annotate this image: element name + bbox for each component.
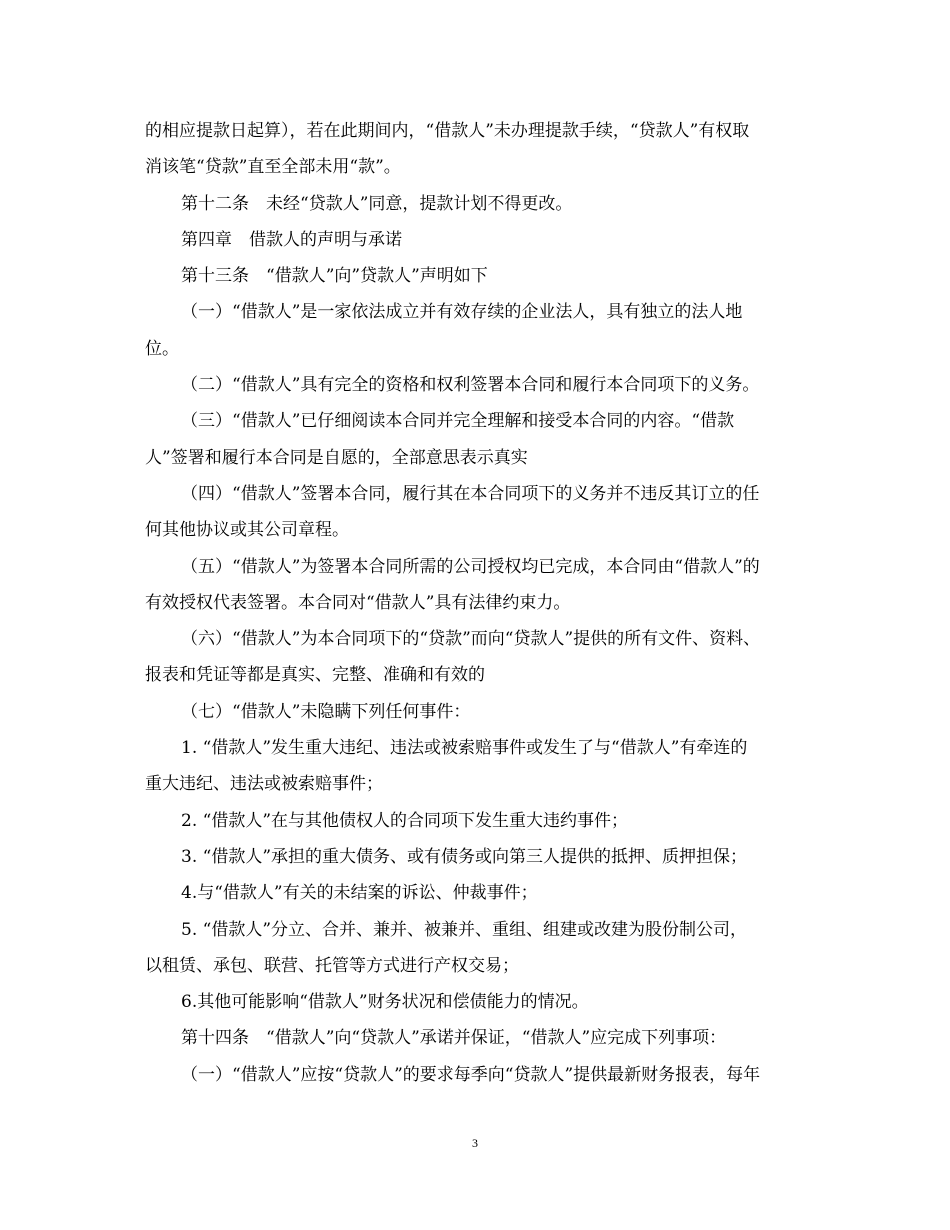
paragraph	[145, 549, 807, 622]
paragraph	[145, 730, 807, 803]
text-line: 以租赁、承包、联营、托管等方式进行产权交易；	[145, 955, 519, 976]
text-line: 6.其他可能影响“借款人”财务状况和偿债能力的情况。	[181, 992, 589, 1013]
paragraph	[145, 367, 807, 403]
text-line: 何其他协议或其公司章程。	[145, 520, 349, 541]
text-line: 5. “借款人”分立、合并、兼并、被兼并、重组、组建或改建为股份制公司，	[181, 919, 748, 940]
paragraph	[145, 839, 807, 875]
page-number: 3	[472, 1136, 478, 1150]
text-line: （四）“借款人”签署本合同，履行其在本合同项下的义务并不违反其订立的任	[181, 483, 760, 504]
text-line: （一）“借款人”应按“贷款人”的要求每季向“贷款人”提供最新财务报表，每年	[181, 1064, 761, 1085]
text-line: 3. “借款人”承担的重大债务、或有债务或向第三人提供的抵押、质押担保；	[181, 846, 748, 867]
paragraph	[145, 875, 807, 911]
paragraph	[145, 222, 807, 258]
text-line: （六）“借款人”为本合同项下的“贷款”而向“贷款人”提供的所有文件、资料、	[181, 629, 761, 650]
paragraph	[145, 912, 807, 985]
text-line: （二）“借款人”具有完全的资格和权利签署本合同和履行本合同项下的义务。	[181, 375, 760, 396]
paragraph	[145, 294, 807, 367]
text-line: 4.与“借款人”有关的未结案的诉讼、仲裁事件；	[181, 883, 538, 904]
paragraph	[145, 1020, 807, 1056]
text-line: 消该笔“贷款”直至全部未用“款”。	[145, 157, 401, 178]
text-line: 第四章 借款人的声明与承诺	[181, 229, 402, 250]
text-line: 1. “借款人”发生重大违纪、违法或被索赔事件或发生了与“借款人”有牵连的	[181, 738, 748, 759]
paragraph	[145, 694, 807, 730]
paragraph	[145, 621, 807, 694]
paragraph	[145, 403, 807, 476]
text-line: （七）“借款人”未隐瞒下列任何事件：	[181, 701, 471, 722]
paragraph	[145, 186, 807, 222]
text-line: 的相应提款日起算），若在此期间内，“借款人”未办理提款手续，“贷款人”有权取	[145, 121, 750, 141]
paragraph	[145, 476, 807, 549]
text-line: （三）“借款人”已仔细阅读本合同并完全理解和接受本合同的内容。“借款	[181, 411, 735, 432]
text-line: 人”签署和履行本合同是自愿的，全部意思表示真实	[145, 447, 528, 468]
paragraph	[145, 1057, 807, 1093]
text-line: 2. “借款人”在与其他债权人的合同项下发生重大违约事件；	[181, 810, 629, 831]
text-line: 第十四条 “借款人”向“贷款人”承诺并保证，“借款人”应完成下列事项：	[181, 1028, 727, 1049]
paragraph	[145, 113, 807, 186]
text-line: 第十三条 “借款人”向”贷款人”声明如下	[181, 266, 488, 287]
text-line: （一）“借款人”是一家依法成立并有效存续的企业法人，具有独立的法人地	[181, 302, 743, 323]
document-body	[145, 113, 807, 1093]
text-line: 第十二条 未经“贷款人”同意，提款计划不得更改。	[181, 193, 573, 214]
paragraph	[145, 984, 807, 1020]
text-line: 报表和凭证等都是真实、完整、准确和有效的	[145, 665, 485, 686]
text-line: （五）“借款人”为签署本合同所需的公司授权均已完成，本合同由“借款人”的	[181, 556, 760, 577]
text-line: 有效授权代表签署。本合同对“借款人”具有法律约束力。	[145, 592, 571, 613]
text-line: 位。	[145, 338, 179, 359]
text-line: 重大违纪、违法或被索赔事件；	[145, 774, 383, 795]
paragraph	[145, 803, 807, 839]
paragraph	[145, 258, 807, 294]
